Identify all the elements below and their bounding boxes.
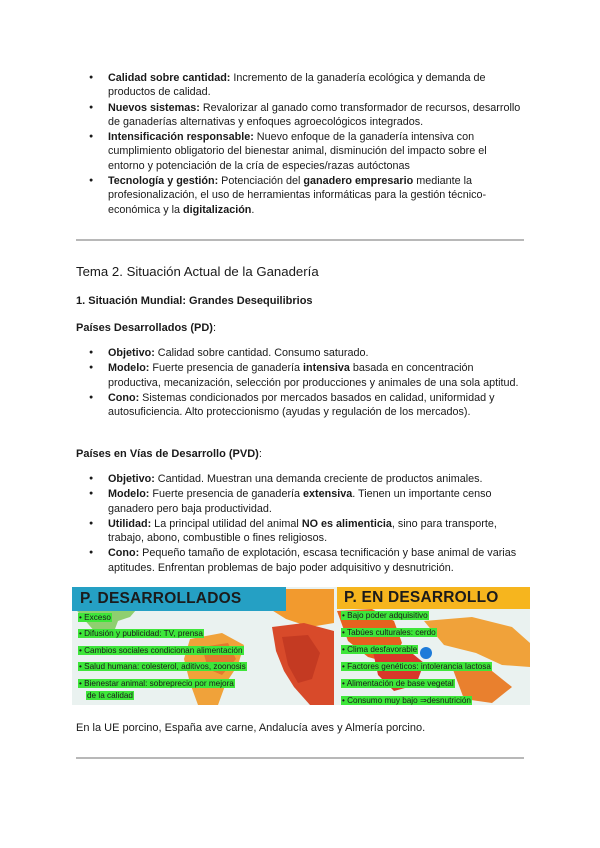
developed-factors bbox=[78, 613, 247, 705]
section-title: 1. Situación Mundial: Grandes Desequilibrios bbox=[76, 295, 313, 307]
topic-title: Tema 2. Situación Actual de la Ganadería bbox=[76, 264, 319, 279]
closing-paragraph: En la UE porcino, España ave carne, Andalucía aves y Almería porcino. bbox=[76, 722, 426, 734]
divider bbox=[76, 757, 524, 759]
developed-heading: Países Desarrollados (PD): bbox=[76, 322, 217, 334]
list-item: ● Objetivo: Cantidad. Muestran una demanda creciente de productos animales. bbox=[76, 472, 526, 486]
developing-panel bbox=[337, 587, 530, 705]
list-item: • Bajo poder adquisitivo bbox=[342, 611, 428, 620]
list-item: • Bienestar animal: sobreprecio por mejora bbox=[79, 678, 234, 688]
developing-factors bbox=[341, 611, 492, 705]
list-item: ● Calidad sobre cantidad: Incremento de la ganadería ecológica y demanda de productos de calidad. bbox=[76, 71, 526, 100]
list-item: ● Utilidad: La principal utilidad del animal NO es alimenticia, sino para transporte, trabajo, abono, combustible o fines religiosos. bbox=[76, 517, 526, 546]
developed-list bbox=[76, 346, 526, 420]
list-item: • Factores genéticos: intolerancia lactosa bbox=[342, 662, 491, 671]
top-bullet-list bbox=[76, 71, 526, 218]
list-item: • Clima desfavorable bbox=[342, 645, 418, 654]
list-item: ● Nuevos sistemas: Revalorizar al ganado como transformador de recursos, desarrollo de ganaderías alternativas y enfoques agroecológicos integrados. bbox=[76, 101, 526, 130]
list-item: • Consumo muy bajo ⇒desnutrición bbox=[342, 696, 471, 705]
developing-heading: Países en Vías de Desarrollo (PVD): bbox=[76, 448, 262, 460]
list-item: ● Cono: Pequeño tamaño de explotación, escasa tecnificación y base animal de varias aptitudes. Enfrentan problemas de bajo poder adquisitivo y desnutrición. bbox=[76, 546, 526, 575]
divider bbox=[76, 239, 524, 241]
list-item: ● Intensificación responsable: Nuevo enfoque de la ganadería intensiva con cumplimiento obligatorio del bienestar animal, disminución del impacto sobre el entorno y potenciación de la cría de especies/razas autóctonas bbox=[76, 130, 526, 173]
list-item: ● Modelo: Fuerte presencia de ganadería intensiva basada en concentración productiva, mecanización, selección por producciones y animales de una sola aptitud. bbox=[76, 361, 526, 390]
developing-banner-title: P. EN DESARROLLO bbox=[344, 589, 499, 606]
developed-panel bbox=[72, 587, 342, 705]
list-item: • Tabúes culturales: cerdo bbox=[342, 628, 436, 637]
list-item: • Difusión y publicidad: TV, prensa bbox=[79, 629, 203, 639]
list-item: de la calidad bbox=[87, 690, 133, 700]
list-item: • Cambios sociales condicionan alimentación bbox=[79, 645, 243, 655]
list-item: ● Objetivo: Calidad sobre cantidad. Consumo saturado. bbox=[76, 346, 526, 360]
list-item: • Salud humana: colesterol, aditivos, zoonosis bbox=[79, 662, 246, 672]
developed-banner-title: P. DESARROLLADOS bbox=[80, 590, 242, 607]
list-item: ● Tecnología y gestión: Potenciación del ganadero empresario mediante la profesionalización, el uso de herramientas informáticas para la gestión técnico-económica y la digitalización. bbox=[76, 174, 526, 217]
infographic bbox=[72, 587, 530, 705]
developed-banner bbox=[72, 587, 286, 611]
developing-list bbox=[76, 472, 526, 576]
developing-banner bbox=[337, 587, 530, 609]
list-item: • Alimentación de base vegetal bbox=[342, 679, 454, 688]
list-item: ● Modelo: Fuerte presencia de ganadería extensiva. Tienen un importante censo ganadero pero baja productividad. bbox=[76, 487, 526, 516]
list-item: • Exceso bbox=[79, 613, 111, 622]
list-item: ● Cono: Sistemas condicionados por mercados basados en calidad, uniformidad y autosuficiencia. Alto proteccionismo (ayudas y regulación de los mercados). bbox=[76, 391, 526, 420]
